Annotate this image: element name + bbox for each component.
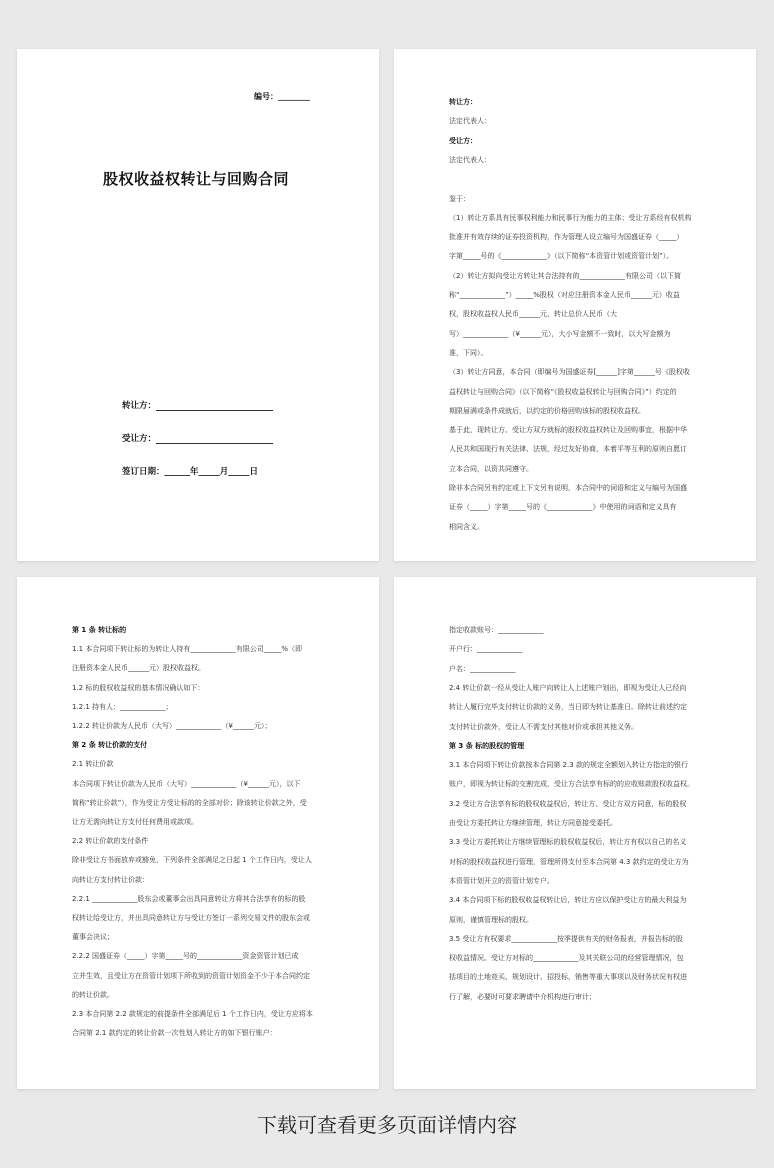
contract-text-line: 立并生效，且受让方在资管计划项下所收到的资管计划资金不少于本合同约定 (72, 971, 310, 980)
contract-text-line: （2）转让方拟向受让方转让其合法持有的_____________有限公司（以下简 (449, 271, 681, 280)
transferor-signature-line (156, 410, 273, 411)
contract-text-line: 让方无需向转让方支付任何费用或款项。 (72, 818, 198, 826)
contract-text-line: 除非受让方书面放弃或豁免，下列条件全部满足之日起 1 个工作日内，受让人 (72, 856, 312, 865)
contract-text-line: 1.2 标的股权收益权的基本情况确认如下： (72, 683, 205, 692)
contract-text-line: 写）_____________（¥______元），大小写金额不一致时，以大写金额为 (449, 329, 671, 338)
contract-text-line: 董事会决议； (72, 933, 114, 942)
contract-text-line: （3）转让方同意，本合同（即编号为国盛证券[______]字第______号《股权收 (449, 368, 690, 377)
transferee-label: 受让方： (122, 434, 157, 444)
contract-text-line: 字第_____号的《_____________》（以下简称“本资管计划或资管计划”）。 (449, 252, 674, 261)
contract-text-line: 本资管计划开立的资管计划专户。 (449, 876, 554, 885)
contract-text-line: 3.2 受让方合法享有标的股权收益权后，转让方、受让方双方同意，标的股权 (449, 799, 687, 808)
contract-text-line: 准，下同）。 (449, 348, 488, 357)
contract-text-line: 由受让方委托转让方继续管理，转让方同意接受委托。 (449, 819, 617, 827)
contract-text-line: 2.2.2 国盛证券（_____）字第_____号的_____________资金资管计划已成 (72, 952, 299, 961)
contract-page-preamble (394, 49, 756, 561)
contract-title: 股权收益权转让与回购合同 (103, 170, 290, 188)
contract-cover-page (17, 49, 379, 561)
contract-text-line: 期限届满或条件成就后，以约定的价格回购该标的股权收益权。 (449, 406, 645, 415)
contract-text-line: 1.1 本合同项下转让标的为转让人持有_____________有限公司_____%（即 (72, 645, 303, 654)
contract-text-line: 转让人履行完毕支付转让价款的义务，当日即为转让基准日。除转让前述约定 (449, 703, 687, 712)
contract-text-line: 合同第 2.1 款约定的转让价款一次性划入转让方的如下银行账户： (72, 1029, 277, 1038)
contract-text-line: 益权转让与回购合同》（以下简称“《股权收益权转让与回购合同》”）约定的 (449, 387, 677, 396)
contract-text-line: 3.1 本合同项下转让价款按本合同第 2.3 款的规定全额划入转让方指定的银行 (449, 761, 688, 770)
contract-text-line: 2.3 本合同第 2.2 款规定的前提条件全部满足后 1 个工作日内，受让方应将本 (72, 1010, 313, 1018)
article-heading: 第 1 条 转让标的 (72, 626, 127, 634)
contract-text-line: 1.2.2 转让价款为人民币（大写）_____________（¥______元）； (72, 722, 272, 730)
article-heading: 第 2 条 转让价款的支付 (72, 741, 148, 750)
contract-text-line: 原则，谨慎管理标的股权。 (449, 915, 533, 924)
contract-text-line: 人民共和国现行有关法律、法规，经过友好协商，本着平等互利的原则自愿订 (449, 445, 687, 454)
contract-page-article-3 (394, 577, 756, 1089)
contract-text-line: 权转让给受让方，并出具同意转让方与受让方签订一系列交易文件的股东会或 (72, 914, 310, 922)
contract-text-line: 法定代表人： (449, 155, 491, 164)
contract-page-articles-1-2 (17, 577, 379, 1089)
contract-text-line: 2.1 转让价款 (72, 760, 114, 769)
contract-text-line: 2.4 转让价款一经从受让人账户向转让人上述账户划出，即视为受让人已经向 (449, 683, 687, 692)
contract-text-line: 称“_____________”）_____%股权（对应注册资本金人民币______元）收益 (449, 291, 680, 299)
transferor-label: 转让方： (122, 401, 157, 411)
contract-text-line: 向转让方支付转让价款： (72, 875, 149, 884)
contract-text-line: 行了解，必要时可要求聘请中介机构进行审计； (449, 992, 596, 1001)
contract-text-line: 权收益情况。受让方对标的_____________及其关联公司的经营管理情况，包 (449, 954, 684, 963)
download-hint: 下载可查看更多页面详情内容 (257, 1113, 517, 1137)
contract-text-line: 权，股权收益权人民币______元，转让总价人民币（大 (449, 310, 617, 319)
serial-number: 编号：________ (254, 92, 310, 101)
contract-text-line: 法定代表人： (449, 117, 491, 126)
contract-text-line: 2.2 转让价款的支付条件 (72, 837, 149, 846)
contract-text-line: 的转让价款。 (72, 990, 114, 999)
contract-text-line: 简称“转让价款”），作为受让方受让标的的全部对价；除该转让价款之外，受 (72, 798, 307, 807)
contract-text-line: 相同含义。 (449, 522, 484, 531)
contract-text-line: 开户行：_____________ (449, 645, 523, 654)
contract-text-line: 2.2.1 _____________股东会或董事会出具同意转让方将其合法享有的标的股 (72, 894, 306, 903)
contract-text-line: 基于此，现转让方、受让方双方就标的股权收益权转让及回购事宜，根据中华 (449, 426, 687, 435)
contract-text-line: 本合同项下转让价款为人民币（大写）_____________（¥______元），以下 (72, 779, 301, 788)
contract-text-line: 鉴于： (449, 194, 470, 203)
contract-text-line: 3.5 受让方有权要求_____________按季提供有关的财务报表，并报告标的股 (449, 934, 683, 943)
contract-text-line: 1.2.1 持有人：_____________； (72, 702, 173, 711)
contract-text-line: 3.4 本合同项下标的股权收益权转让后，转让方应以保护受让方的最大利益为 (449, 896, 687, 905)
article-heading: 转让方： (449, 98, 477, 106)
contract-text-line: 证券（_____）字第_____号的《_____________》中使用的词语和定义具有 (449, 503, 677, 512)
contract-text-line: 指定收款账号：_____________ (449, 626, 544, 634)
contract-text-line: 3.3 受让方委托转让方继续管理标的股权收益权后，转让方有权以自己的名义 (449, 838, 687, 847)
contract-text-line: 支付转让价款外，受让人不需支付其他对价或承担其他义务。 (449, 722, 638, 731)
contract-text-line: 注册资本金人民币______元）股权收益权。 (72, 664, 205, 673)
article-heading: 受让方： (449, 136, 477, 145)
contract-text-line: 批准并有效存续的证券投资机构，作为管理人设立编号为国盛证券（_____） (449, 233, 684, 242)
contract-text-line: （1）转让方系具有民事权利能力和民事行为能力的主体；受让方系经有权机构 (449, 213, 692, 222)
contract-text-line: 账户，即视为转让标的交割完成，受让方合法享有标的的应收账款股权收益权。 (449, 780, 694, 789)
transferee-signature-line (156, 443, 273, 444)
contract-text-line: 括项目的土地竞买、规划设计、招投标、销售等重大事项以及财务状况有权进 (449, 973, 687, 982)
contract-text-line: 立本合同，以资共同遵守。 (449, 464, 533, 473)
contract-text-line: 除非本合同另有约定或上下文另有说明，本合同中的词语和定义与编号为国盛 (449, 484, 687, 492)
sign-date: 签订日期：______年_____月_____日 (122, 467, 259, 477)
contract-text-line: 对标的股权收益权进行管理，管理所得支付至本合同第 4.3 款约定的受让方为 (449, 857, 689, 866)
article-heading: 第 3 条 标的股权的管理 (449, 741, 525, 750)
contract-text-line: 户名：_____________ (449, 664, 516, 673)
